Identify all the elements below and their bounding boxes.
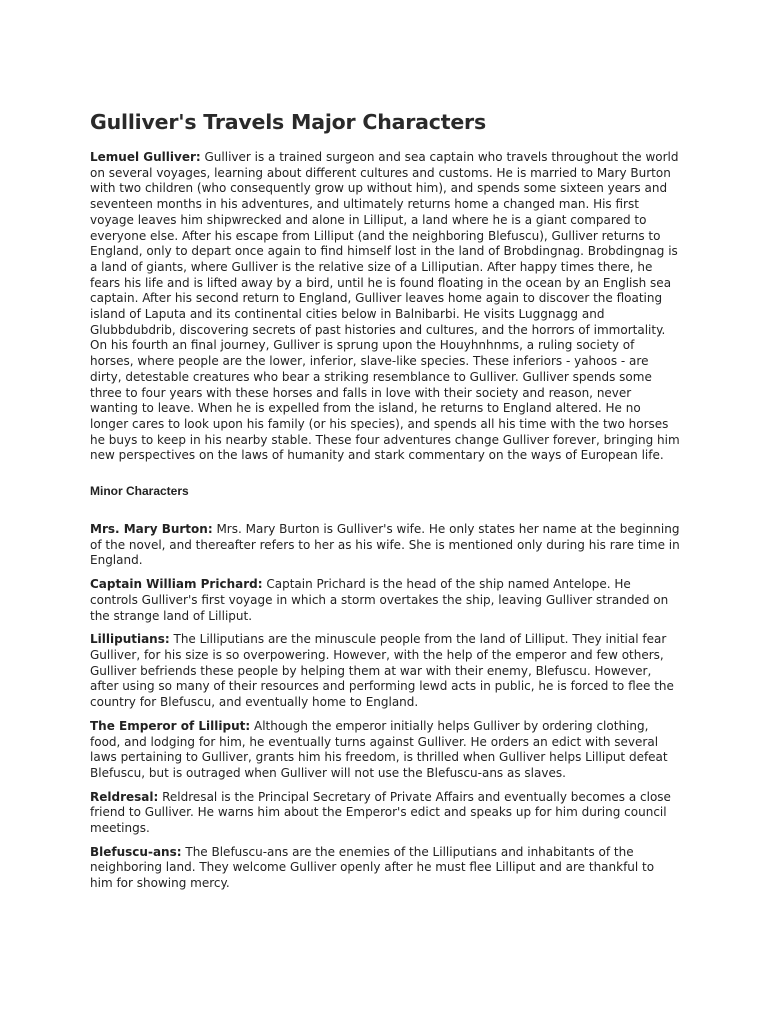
character-name: Blefuscu-ans: bbox=[90, 844, 182, 859]
character-name: Lilliputians: bbox=[90, 632, 170, 647]
minor-character-entry bbox=[90, 522, 680, 569]
character-description: The Blefuscu-ans are the enemies of the Lilliputians and inhabitants of the neighboring land. They welcome Gulliver openly after he must flee Lilliput and are thankful to him for showing mercy. bbox=[90, 844, 655, 891]
character-name: Mrs. Mary Burton: bbox=[90, 522, 213, 537]
character-description: Captain Prichard is the head of the ship named Antelope. He controls Gulliver's first voyage in which a storm overtakes the ship, leaving Gulliver stranded on the strange land of Lilliput. bbox=[90, 577, 669, 623]
page-title: Gulliver's Travels Major Characters bbox=[90, 110, 486, 134]
minor-character-entry bbox=[90, 790, 680, 837]
character-name: Captain William Prichard: bbox=[90, 577, 263, 592]
minor-character-entry bbox=[90, 577, 680, 624]
minor-character-entry bbox=[90, 632, 680, 711]
character-description: Although the emperor initially helps Gulliver by ordering clothing, food, and lodging for him, he eventually turns against Gulliver. He orders an edict with several laws pertaining to Gulliver, grants him his freedom, is thrilled when Gulliver helps Lilliput defeat Blefuscu, but is outraged when Gulliver will not use the Blefuscu-ans as slaves. bbox=[90, 718, 668, 780]
character-description: Mrs. Mary Burton is Gulliver's wife. He only states her name at the beginning of the novel, and thereafter refers to her as his wife. She is mentioned only during his rare time in England. bbox=[90, 522, 680, 568]
character-name: Lemuel Gulliver: bbox=[90, 150, 201, 164]
document-page bbox=[90, 110, 680, 900]
character-description: Reldresal is the Principal Secretary of Private Affairs and eventually becomes a close friend to Gulliver. He warns him about the Emperor's edict and speaks up for him during council meetings. bbox=[90, 789, 671, 836]
character-description: The Lilliputians are the minuscule people from the land of Lilliput. They initial fear Gulliver, for his size is so overpowering. However, with the help of the emperor and few others, Gulliver befriends these people by helping them at war with their enemy, Blefuscu. However, after using so many of their resources and performing lewd acts in public, he is forced to flee the country for Blefuscu, and eventually home to England. bbox=[90, 632, 674, 710]
character-name: The Emperor of Lilliput: bbox=[90, 718, 251, 733]
minor-characters-heading: Minor Characters bbox=[90, 484, 189, 499]
major-character-entry bbox=[90, 150, 680, 464]
character-description: Gulliver is a trained surgeon and sea captain who travels throughout the world on several voyages, learning about different cultures and customs. He is married to Mary Burton with two children (who consequently grow up without him), and spends some sixteen years and seventeen months in his adventures, and ultimately returns home a changed man. His first voyage leaves him shipwrecked and alone in Lilliput, a land where he is a giant compared to everyone else. After his escape from Lilliput (and the neighboring Blefuscu), Gulliver returns to England, only to depart once again to find himself lost in the land of Brobdingnag. Brobdingnag is a land of giants, where Gulliver is the relative size of a Lilliputian. After happy times there, he fears his life and is lifted away by a bird, until he is found floating in the ocean by an English sea captain. After his second return to England, Gulliver leaves home again to discover the floating island of Laputa and its continental cities below in Balnibarbi. He visits Luggnagg and Glubbdubdrib, discovering secrets of past histories and cultures, and the horrors of immortality. On his fourth an final journey, Gulliver is sprung upon the Houyhnhnms, a ruling society of horses, where people are the lower, inferior, slave-like species. These inferiors - yahoos - are dirty, detestable creatures who bear a striking resemblance to Gulliver. Gulliver spends some three to four years with these horses and falls in love with their society and reason, never wanting to leave. When he is expelled from the island, he returns to England altered. He no longer cares to look upon his family (or his species), and spends all his time with the two horses he buys to keep in his nearby stable. These four adventures change Gulliver forever, bringing him new perspectives on the laws of humanity and stark commentary on the ways of European life. bbox=[90, 150, 680, 463]
character-name: Reldresal: bbox=[90, 789, 159, 804]
minor-character-entry bbox=[90, 845, 680, 892]
minor-character-entry bbox=[90, 719, 680, 782]
